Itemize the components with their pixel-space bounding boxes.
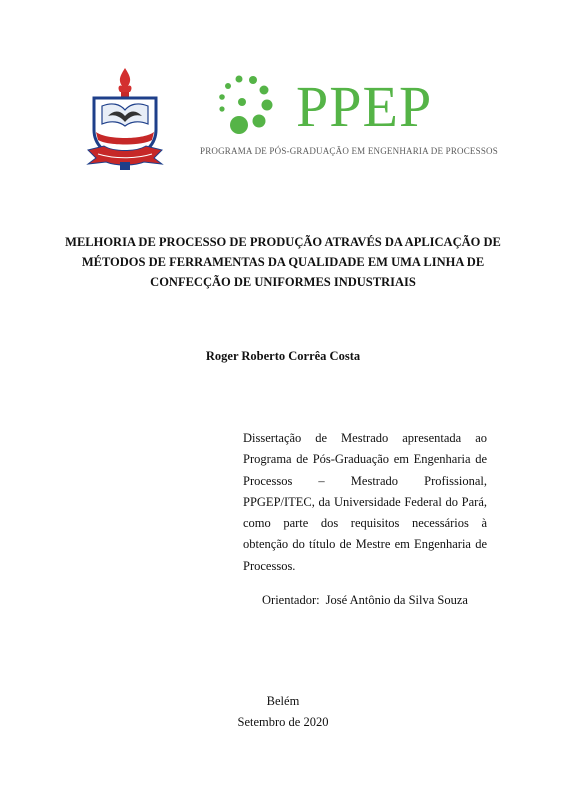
place: Belém [266, 694, 300, 708]
title-line: MELHORIA DE PROCESSO DE PRODUÇÃO ATRAVÉS DA APLICAÇÃO DE [65, 235, 501, 249]
ufpa-seal-icon [84, 66, 166, 170]
dissertation-description: Dissertação de Mestrado apresentada ao Programa de Pós-Graduação em Engenharia de Processos – Mestrado Profissional, PPGEP/ITEC, da Universidade Federal do Pará, como parte dos requisitos necessários à obtenção do título de Mestre em Engenharia de Processos. [243, 431, 487, 573]
title-line: MÉTODOS DE FERRAMENTAS DA QUALIDADE EM UMA LINHA DE [81, 255, 485, 269]
advisor-label: Orientador: [262, 593, 320, 607]
thesis-title [60, 232, 506, 292]
advisor [262, 593, 468, 608]
advisor-name: José Antônio da Silva Souza [325, 593, 468, 607]
place-and-date [60, 691, 506, 733]
ppep-logo [196, 72, 498, 168]
title-line: CONFECÇÃO DE UNIFORMES INDUSTRIAIS [150, 275, 416, 289]
ppep-subtitle: PROGRAMA DE PÓS-GRADUAÇÃO EM ENGENHARIA DE PROCESSOS [200, 146, 498, 156]
author-name: Roger Roberto Corrêa Costa [205, 349, 361, 363]
ppep-dots-icon [214, 72, 286, 144]
ppep-acronym: PPEP [296, 74, 433, 139]
date: Setembro de 2020 [237, 715, 329, 729]
